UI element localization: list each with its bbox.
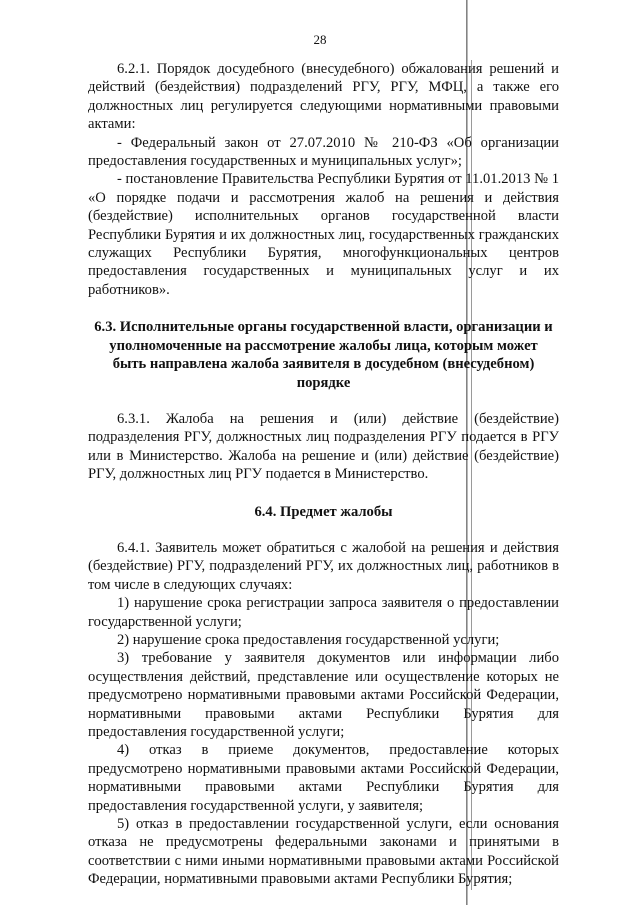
- list-item-1: 1) нарушение срока регистрации запроса заявителя о предоставлении государственной услуги;: [88, 595, 559, 630]
- paragraph-6-4-1: 6.4.1. Заявитель может обратиться с жалобой на решения и действия (бездействие) РГУ, подразделений РГУ, их должностных лиц, работников в том числе в следующих случаях:: [88, 539, 559, 593]
- list-item-3: 3) требование у заявителя документов или информации либо осуществления действий, представление или осуществление которых не предусмотрено нормативными правовыми актами Российской Федерации, нормативными правовыми актами Республики Бурятия для предоставления государственной услуги;: [88, 650, 559, 740]
- paragraph-government-resolution: - постановление Правительства Республики Бурятия от 11.01.2013 № 1 «О порядке подачи и рассмотрения жалоб на решения и действия (бездействие) исполнительных органов государственной власти Республики Бурятия и их должностных лиц, государственных гражданских служащих Республики Бурятия, многофункциональных центров предоставления государственных и муниципальных услуг и их работников».: [88, 171, 559, 298]
- page-number: 28: [313, 32, 327, 47]
- heading-6-3: 6.3. Исполнительные органы государственной власти, организации и уполномоченные на рассмотрение жалобы лица, которым может быть направлена жалоба заявителя в досудебном (внесудебном) порядке: [94, 319, 553, 391]
- document-body: [88, 60, 559, 889]
- list-item-2: 2) нарушение срока предоставления государственной услуги;: [117, 631, 500, 648]
- heading-6-4: 6.4. Предмет жалобы: [254, 503, 393, 520]
- paragraph-6-2-1: 6.2.1. Порядок досудебного (внесудебного) обжалования решений и действий (бездействия) подразделений РГУ, РГУ, МФЦ, а также его должностных лиц регулируется следующими нормативными правовыми актами:: [88, 61, 559, 133]
- paragraph-federal-law: - Федеральный закон от 27.07.2010 № 210-ФЗ «Об организации предоставления государственных и муниципальных услуг»;: [88, 134, 559, 170]
- paragraph-6-3-1: 6.3.1. Жалоба на решения и (или) действие (бездействие) подразделения РГУ, должностных лиц подразделения РГУ подается в РГУ или в Министерство. Жалоба на решение и (или) действие (бездействие) РГУ, должностных лиц РГУ подается в Министерство.: [88, 410, 559, 483]
- list-item-5: 5) отказ в предоставлении государственной услуги, если основания отказа не предусмотрены федеральными законами и принятыми в соответствии с ними иными нормативными правовыми актами Российской Федерации, нормативными правовыми актами Республики Бурятия;: [88, 816, 559, 888]
- list-item-4: 4) отказ в приеме документов, предоставление которых предусмотрено нормативными правовыми актами Российской Федерации, нормативными правовыми актами Республики Бурятия для предоставления государственной услуги, у заявителя;: [88, 742, 559, 814]
